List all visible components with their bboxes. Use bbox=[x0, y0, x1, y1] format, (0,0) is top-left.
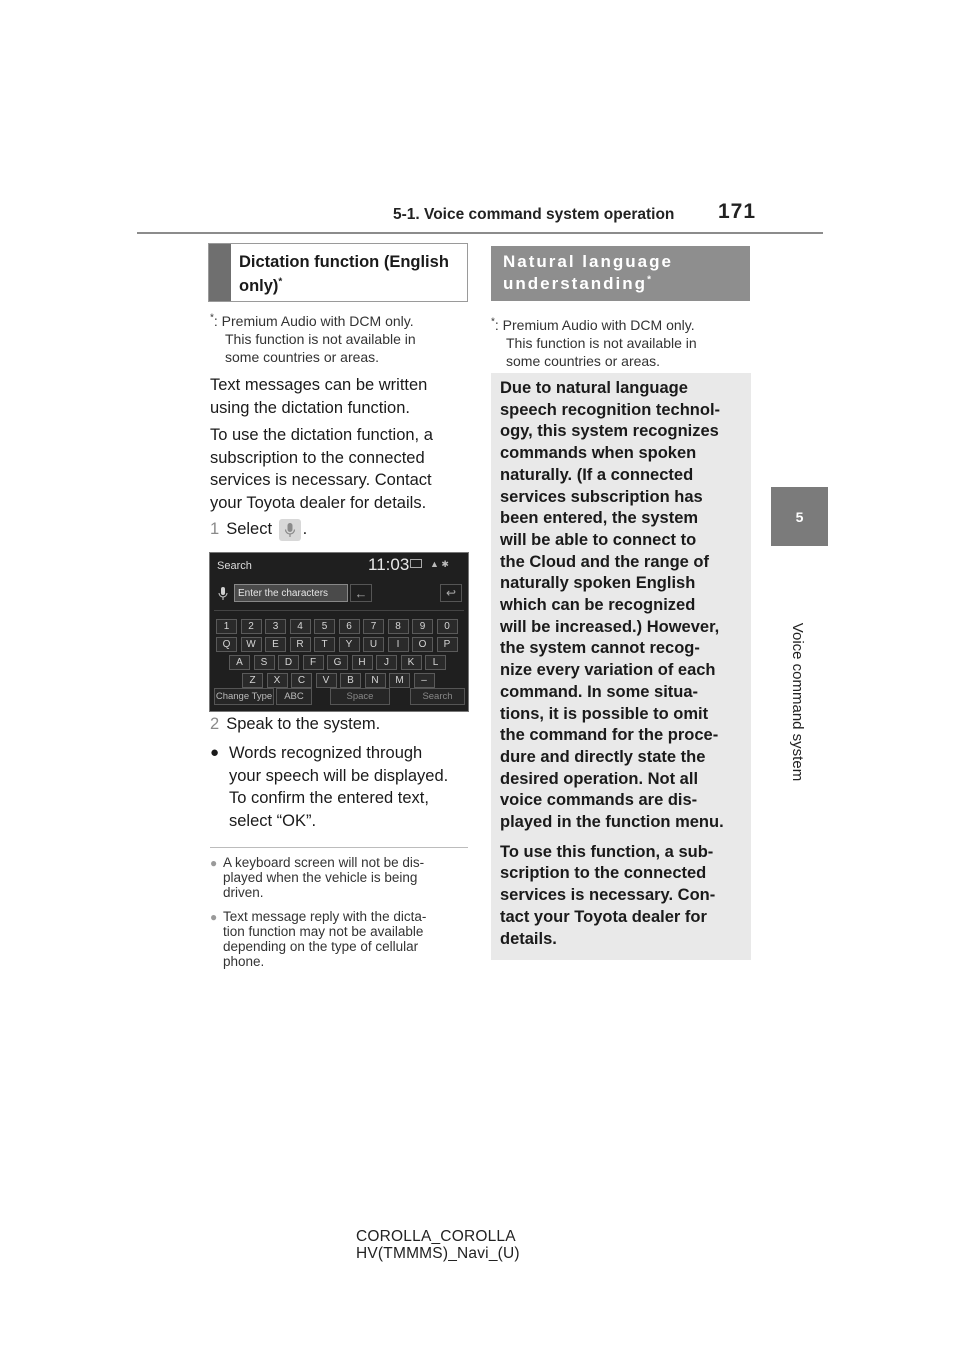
screen-text-input[interactable]: Enter the characters bbox=[234, 584, 348, 602]
info-line: will be able to connect to bbox=[500, 530, 697, 549]
para2-line-4: your Toyota dealer for details. bbox=[210, 493, 427, 512]
keyboard-key[interactable]: Y bbox=[339, 637, 360, 652]
keyboard-key[interactable]: Q bbox=[216, 637, 237, 652]
step-1 bbox=[210, 518, 307, 541]
info-line: tact your Toyota dealer for bbox=[500, 907, 707, 926]
note1-line-1: A keyboard screen will not be dis- bbox=[223, 855, 425, 870]
info-line: services subscription has bbox=[500, 487, 703, 506]
bullet-recognized-words bbox=[210, 742, 472, 832]
document-footer bbox=[356, 1228, 520, 1262]
keyboard-key[interactable]: K bbox=[401, 655, 422, 670]
screen-mic-icon[interactable] bbox=[218, 587, 228, 601]
natural-language-info-box bbox=[491, 373, 751, 960]
right-heading-line-2: understanding bbox=[503, 274, 648, 293]
note-keyboard bbox=[210, 855, 466, 900]
change-type-button[interactable]: Change Type bbox=[214, 688, 274, 705]
step-2-number: 2 bbox=[210, 715, 220, 733]
screen-input-row bbox=[214, 583, 465, 605]
dictation-screen-image bbox=[209, 552, 469, 712]
info-line: command. In some situa- bbox=[500, 682, 699, 701]
keyboard-key[interactable]: O bbox=[412, 637, 433, 652]
keyboard-key[interactable]: 8 bbox=[388, 619, 409, 634]
screen-title: Search bbox=[217, 560, 252, 572]
backspace-key[interactable]: ← bbox=[350, 584, 372, 602]
info-paragraph-2 bbox=[500, 842, 742, 951]
keyboard-key[interactable]: X bbox=[267, 673, 288, 688]
keyboard-key[interactable]: 1 bbox=[216, 619, 237, 634]
keyboard-key[interactable]: 5 bbox=[314, 619, 335, 634]
right-heading-line-1: Natural language bbox=[503, 252, 673, 271]
paragraph-intro bbox=[210, 374, 470, 419]
info-line: tions, it is possible to omit bbox=[500, 704, 709, 723]
info-line: naturally spoken English bbox=[500, 574, 696, 593]
info-line: desired operation. Not all bbox=[500, 769, 699, 788]
paragraph-subscription bbox=[210, 424, 470, 514]
keyboard-row-zxcv bbox=[242, 673, 438, 688]
keyboard-row-numbers bbox=[216, 619, 461, 634]
note-dot: ● bbox=[210, 910, 218, 924]
keyboard-key[interactable]: 2 bbox=[241, 619, 262, 634]
keyboard-key[interactable]: A bbox=[229, 655, 250, 670]
keyboard-key[interactable]: – bbox=[414, 673, 435, 688]
bullet-line-1: Words recognized through bbox=[229, 744, 423, 762]
info-line: will be increased.) However, bbox=[500, 617, 720, 636]
keyboard-key[interactable]: 4 bbox=[290, 619, 311, 634]
info-line: services is necessary. Con- bbox=[500, 886, 716, 905]
info-line: been entered, the system bbox=[500, 509, 699, 528]
note1-line-2: played when the vehicle is being bbox=[223, 870, 418, 885]
para2-line-2: subscription to the connected bbox=[210, 448, 425, 467]
natural-language-footnote bbox=[491, 316, 751, 370]
screen-divider bbox=[214, 610, 464, 611]
keyboard-key[interactable]: F bbox=[303, 655, 324, 670]
info-line: voice commands are dis- bbox=[500, 791, 698, 810]
info-line: To use this function, a sub- bbox=[500, 842, 714, 861]
info-line: which can be recognized bbox=[500, 596, 696, 615]
keyboard-key[interactable]: C bbox=[291, 673, 312, 688]
keyboard-row-qwerty bbox=[216, 637, 461, 652]
right-footnote-asterisk: * bbox=[491, 316, 495, 328]
bullet-line-4: select “OK”. bbox=[229, 811, 317, 830]
keyboard-key[interactable]: W bbox=[241, 637, 262, 652]
heading-line-1: Dictation function (English bbox=[239, 253, 449, 271]
keyboard-key[interactable]: G bbox=[327, 655, 348, 670]
keyboard-key[interactable]: D bbox=[278, 655, 299, 670]
info-line: the Cloud and the range of bbox=[500, 552, 709, 571]
keyboard-key[interactable]: L bbox=[425, 655, 446, 670]
heading-accent-bar bbox=[209, 244, 231, 301]
right-footnote-line-1: : Premium Audio with DCM only. bbox=[494, 317, 695, 333]
info-line: details. bbox=[500, 929, 557, 948]
footnote-line-1: : Premium Audio with DCM only. bbox=[213, 313, 414, 329]
info-line: dure and directly state the bbox=[500, 747, 706, 766]
chapter-number: 5 bbox=[795, 508, 804, 525]
keyboard-key[interactable]: V bbox=[316, 673, 337, 688]
keyboard-key[interactable]: H bbox=[352, 655, 373, 670]
keyboard-key[interactable]: 3 bbox=[265, 619, 286, 634]
para1-line-1: Text messages can be written bbox=[210, 376, 428, 394]
bullet-dot: ● bbox=[210, 744, 220, 761]
keyboard-key[interactable]: I bbox=[388, 637, 409, 652]
mic-button-icon bbox=[279, 519, 301, 541]
step-2 bbox=[210, 713, 380, 736]
chapter-title: Voice command system bbox=[789, 622, 807, 782]
keyboard-key[interactable]: M bbox=[389, 673, 410, 688]
keyboard-key[interactable]: 7 bbox=[363, 619, 384, 634]
natural-language-heading bbox=[491, 246, 750, 301]
info-line: nize every variation of each bbox=[500, 661, 716, 680]
search-button[interactable]: Search bbox=[410, 688, 465, 705]
heading-asterisk: * bbox=[278, 276, 283, 288]
note2-line-1: Text message reply with the dicta- bbox=[223, 909, 427, 924]
screen-status-indicator bbox=[410, 559, 422, 568]
note2-line-2: tion function may not be available bbox=[223, 924, 424, 939]
keyboard-row-asdf bbox=[229, 655, 450, 670]
keyboard-key[interactable]: 0 bbox=[437, 619, 458, 634]
abc-button[interactable]: ABC bbox=[276, 688, 312, 705]
dictation-heading bbox=[239, 250, 449, 298]
step-1-text: Select bbox=[226, 520, 273, 538]
step-1-end: . bbox=[302, 520, 308, 538]
back-key[interactable]: ↩ bbox=[440, 584, 462, 602]
footnote-line-3: some countries or areas. bbox=[225, 349, 380, 365]
info-line: ogy, this system recognizes bbox=[500, 422, 719, 441]
info-line: commands when spoken bbox=[500, 444, 697, 463]
section-title: 5-1. Voice command system operation bbox=[393, 206, 675, 223]
para1-line-2: using the dictation function. bbox=[210, 398, 410, 417]
chapter-tab bbox=[771, 487, 828, 546]
screen-clock: 11:03 bbox=[368, 555, 410, 574]
keyboard-key[interactable]: E bbox=[265, 637, 286, 652]
note-dot: ● bbox=[210, 856, 218, 870]
bullet-line-2: your speech will be displayed. bbox=[229, 766, 449, 785]
info-line: the system cannot recog- bbox=[500, 639, 700, 658]
footnote-asterisk: * bbox=[210, 312, 214, 324]
dictation-footnote bbox=[210, 312, 470, 366]
note-reply bbox=[210, 909, 466, 969]
keyboard-key[interactable]: S bbox=[254, 655, 275, 670]
info-paragraph-1 bbox=[500, 378, 742, 834]
right-footnote-line-2: This function is not available in bbox=[506, 335, 697, 351]
notes-divider bbox=[210, 847, 468, 848]
heading-line-2: only) bbox=[239, 277, 279, 295]
page-number: 171 bbox=[718, 200, 757, 223]
keyboard-key[interactable]: U bbox=[363, 637, 384, 652]
note1-line-3: driven. bbox=[223, 885, 264, 900]
space-button[interactable]: Space bbox=[330, 688, 390, 705]
keyboard-key[interactable]: 6 bbox=[339, 619, 360, 634]
footer-line-1: COROLLA_COROLLA bbox=[356, 1228, 516, 1245]
header-divider bbox=[137, 232, 823, 234]
info-line: the command for the proce- bbox=[500, 726, 719, 745]
info-line: speech recognition technol- bbox=[500, 400, 721, 419]
keyboard-key[interactable]: R bbox=[290, 637, 311, 652]
keyboard-key[interactable]: P bbox=[437, 637, 458, 652]
dictation-heading-box bbox=[208, 243, 468, 302]
keyboard-key[interactable]: 9 bbox=[412, 619, 433, 634]
keyboard-key[interactable]: N bbox=[365, 673, 386, 688]
step-2-text: Speak to the system. bbox=[226, 715, 381, 733]
info-line: naturally. (If a connected bbox=[500, 465, 694, 484]
note2-line-3: depending on the type of cellular bbox=[223, 939, 419, 954]
right-footnote-line-3: some countries or areas. bbox=[506, 353, 661, 369]
keyboard-key[interactable]: Z bbox=[242, 673, 263, 688]
footnote-line-2: This function is not available in bbox=[225, 331, 416, 347]
info-line: scription to the connected bbox=[500, 864, 707, 883]
chapter-title-vertical bbox=[786, 622, 810, 782]
info-line: played in the function menu. bbox=[500, 813, 724, 832]
info-line: Due to natural language bbox=[500, 379, 688, 397]
keyboard-key[interactable]: J bbox=[376, 655, 397, 670]
para2-line-1: To use the dictation function, a bbox=[210, 426, 433, 444]
step-1-number: 1 bbox=[210, 520, 220, 538]
keyboard-key[interactable]: B bbox=[340, 673, 361, 688]
footer-line-2: HV(TMMMS)_Navi_(U) bbox=[356, 1245, 520, 1262]
para2-line-3: services is necessary. Contact bbox=[210, 471, 432, 489]
signal-icon: ▲ ✱ bbox=[430, 559, 449, 569]
screen-bottom-bar bbox=[214, 688, 465, 707]
note2-line-4: phone. bbox=[223, 954, 265, 969]
right-heading-asterisk: * bbox=[647, 274, 651, 286]
keyboard-key[interactable]: T bbox=[314, 637, 335, 652]
bullet-line-3: To confirm the entered text, bbox=[229, 789, 429, 807]
